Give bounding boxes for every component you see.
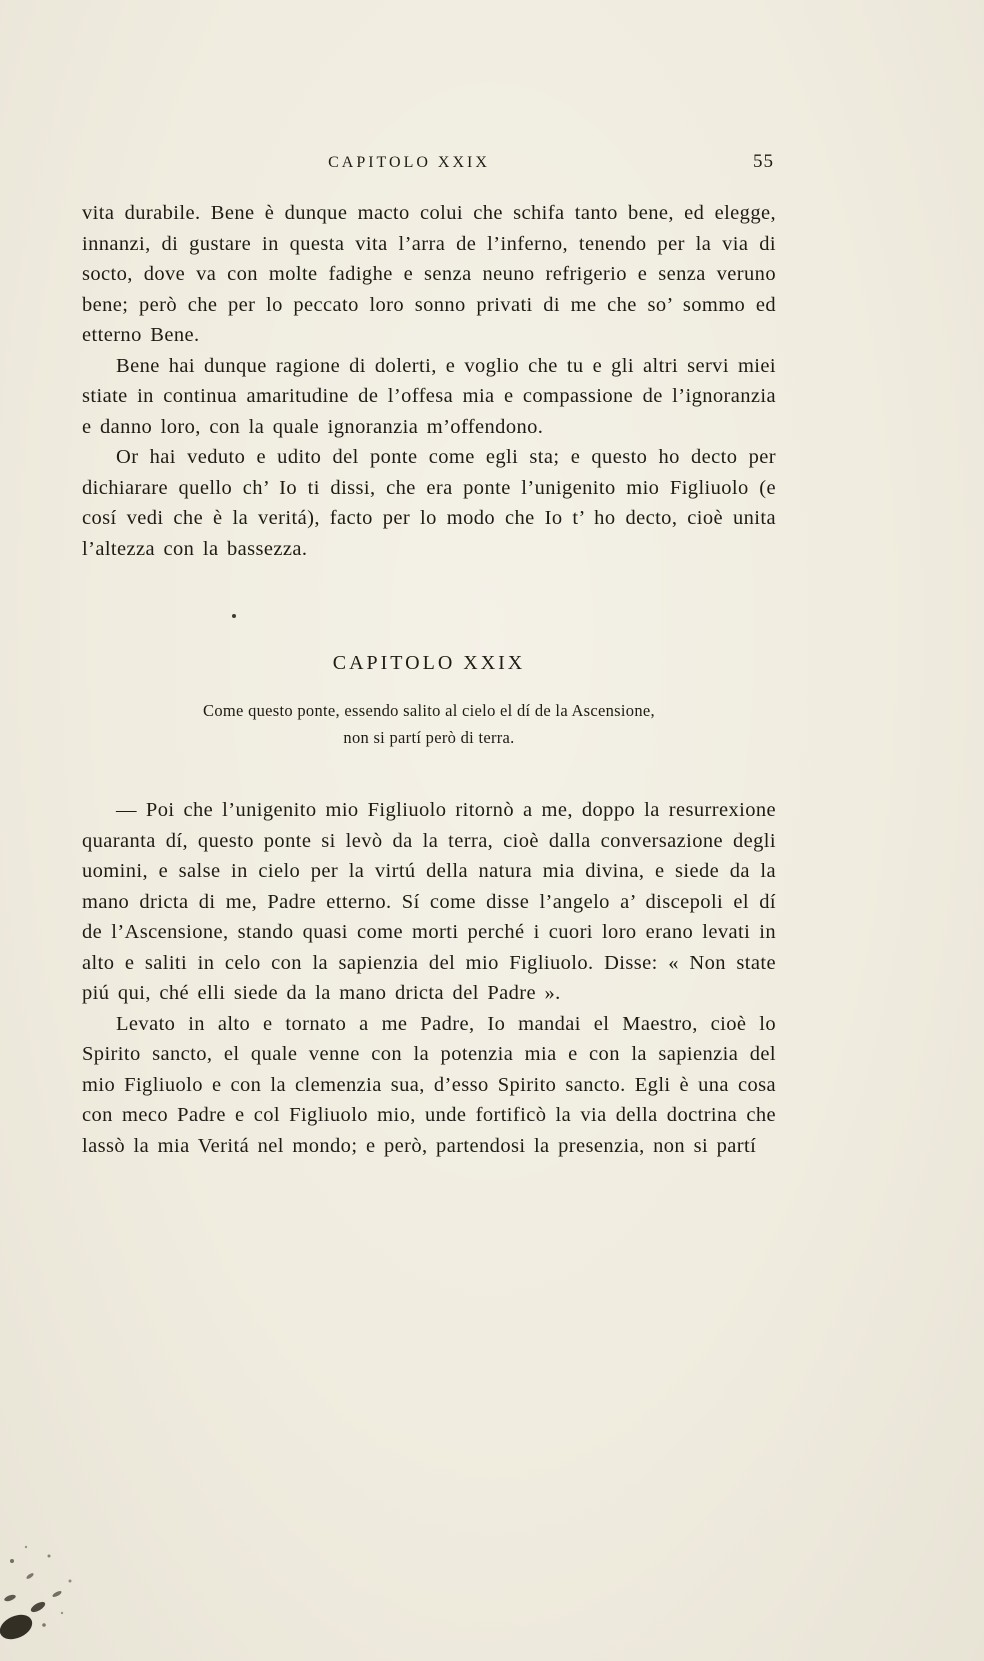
page-header: [82, 151, 776, 178]
chapter-subtitle-line: Come questo ponte, essendo salito al cielo el dí de la Ascensione,: [203, 701, 655, 720]
chapter-subtitle-line: non si partí però di terra.: [343, 728, 515, 747]
ink-speckle: [232, 614, 236, 618]
scan-smudge: [0, 1455, 120, 1655]
body-paragraph: — Poi che l’unigenito mio Figliuolo ritornò a me, doppo la resurrexione quaranta dí, questo ponte si levò da la terra, cioè dalla conversazione degli uomini, e salse in cielo per la virtú della natura mia divina, e siede da la mano dricta di me, Padre etterno. Sí come disse l’angelo a’ discepoli el dí de l’Ascensione, stando quasi come morti perché i cuori loro erano levati in alto e saliti in celo con la sapienzia del mio Figliuolo. Disse: « Non state piú qui, ché elli siede da la mano dricta del Padre ».: [82, 799, 776, 1004]
running-head: CAPITOLO XXIX: [328, 154, 490, 171]
body-text-bottom: [82, 795, 776, 1161]
page-number: 55: [753, 151, 774, 172]
body-paragraph: Levato in alto e tornato a me Padre, Io mandai el Maestro, cioè lo Spirito sancto, el quale venne con la potenzia mia e con la sapienzia del mio Figliuolo e con la clemenzia sua, d’esso Spirito sancto. Egli è una cosa con meco Padre e col Figliuolo mio, unde fortificò la via della doctrina che lassò la mia Veritá nel mondo; e però, partendosi la presenzia, non si partí: [82, 1012, 776, 1157]
body-paragraph: Or hai veduto e udito del ponte come egli sta; e questo ho decto per dichiarare quello ch’ Io ti dissi, che era ponte l’unigenito mio Figliuolo (e cosí vedi che è la veritá), facto per lo modo che Io t’ ho decto, cioè unita l’altezza con la bassezza.: [82, 446, 776, 560]
body-paragraph: Bene hai dunque ragione di dolerti, e voglio che tu e gli altri servi miei stiate in continua amaritudine de l’offesa mia e compassione de l’ignoranzia e danno loro, con la quale ignoranzia m’offendono.: [82, 354, 776, 438]
body-paragraph: vita durabile. Bene è dunque macto colui che schifa tanto bene, ed elegge, innanzi, di gustare in questa vita l’arra de l’inferno, tenendo per la via di socto, dove va con molte fadighe e senza neuno refrigerio e senza veruno bene; però che per lo peccato loro sonno privati di me che so’ sommo ed etterno Bene.: [82, 202, 776, 346]
chapter-subtitle: [82, 697, 776, 751]
text-block: [82, 151, 776, 1161]
chapter-heading: CAPITOLO XXIX: [332, 652, 526, 674]
body-text-top: [82, 198, 776, 564]
